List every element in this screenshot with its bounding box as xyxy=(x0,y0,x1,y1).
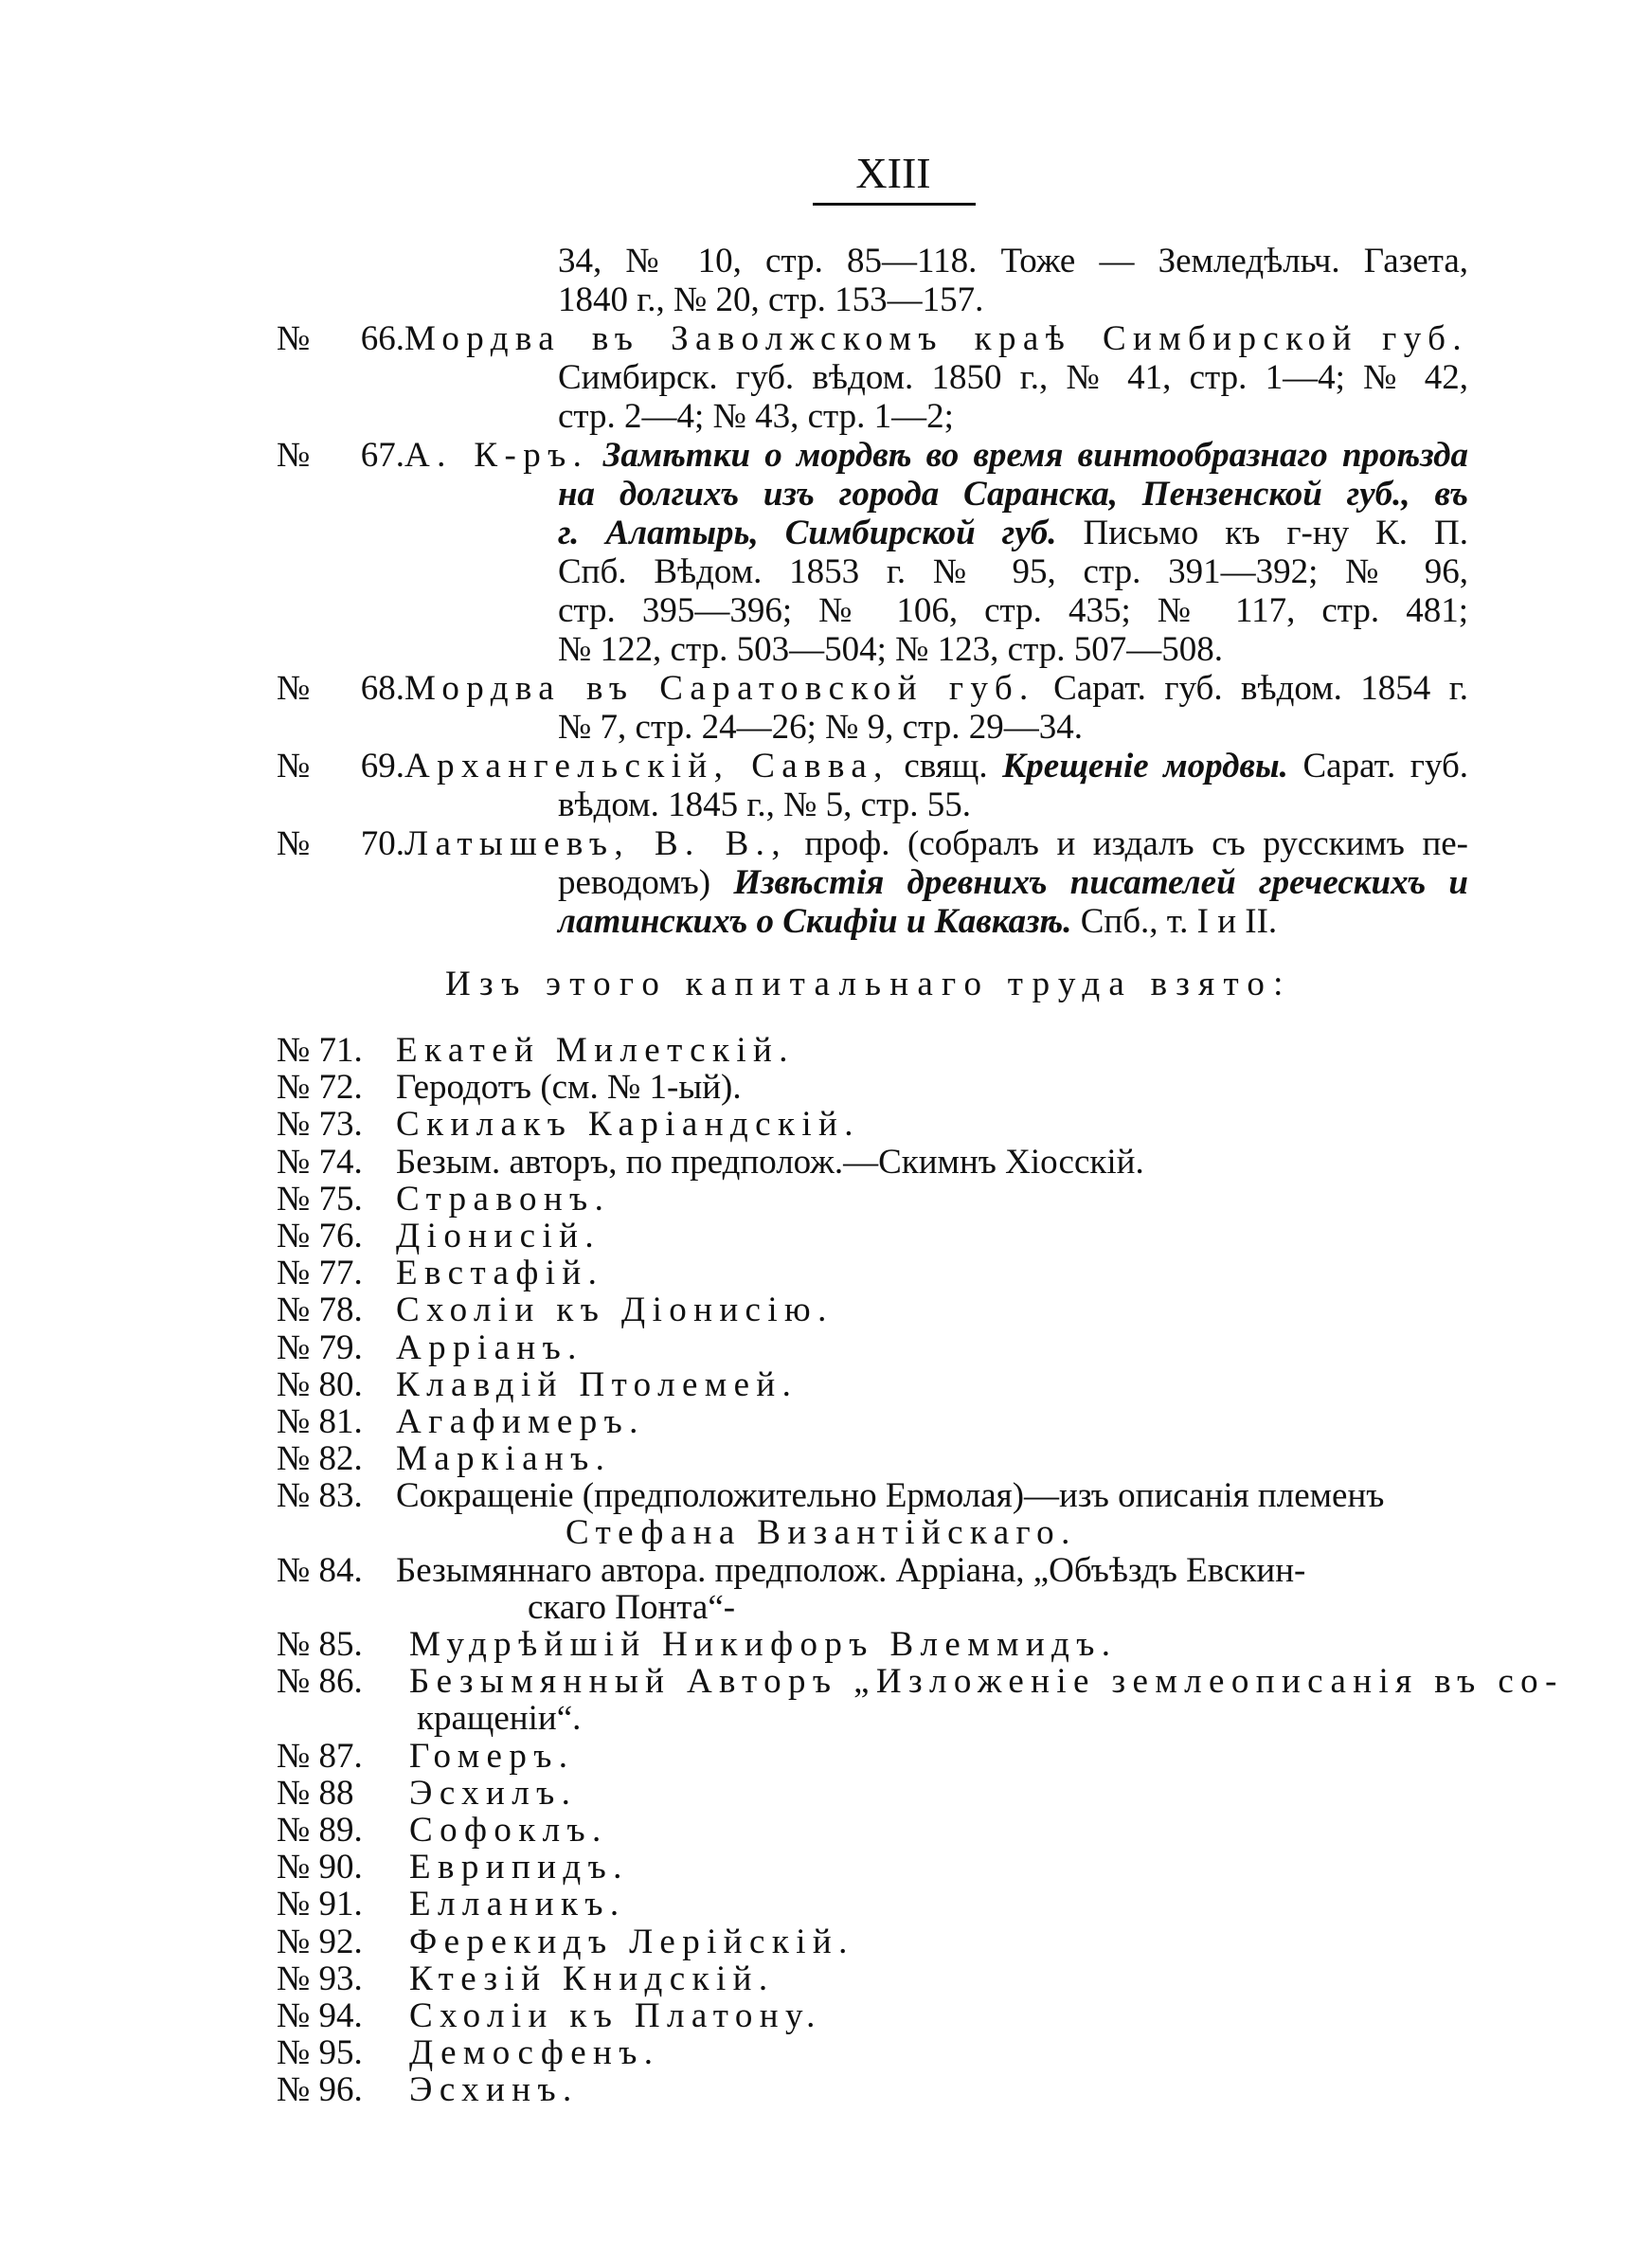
list-item: № 80. Клавдій Птолемей. xyxy=(277,1364,799,1404)
entry-number: № 69. xyxy=(277,747,404,785)
entry-line: стр. 395—396; № 106, стр. 435; № 117, стр. 481; xyxy=(558,591,1468,630)
list-item: № 72. Геродотъ (см. № 1-ый). xyxy=(277,1068,742,1108)
list-item: № 75. Стравонъ. xyxy=(277,1179,611,1219)
list-item: № 82. Маркіанъ. xyxy=(277,1439,612,1479)
list-item: № 89. Софоклъ. xyxy=(277,1810,608,1850)
entry-text: Спб., т. I и II. xyxy=(1080,902,1278,941)
entry-line: вѣдом. 1845 г., № 5, стр. 55. xyxy=(558,785,971,824)
list-item: № 87. Гомеръ. xyxy=(277,1736,575,1776)
entry-text: проф. (собралъ и издалъ съ русскимъ пе- xyxy=(804,824,1468,863)
entry-70 xyxy=(277,824,1468,941)
entry-line: № 7, стр. 24—26; № 9, стр. 29—34. xyxy=(558,708,1083,747)
list-item: № 88 Эсхилъ. xyxy=(277,1773,578,1813)
section-heading: Изъ этого капитальнаго труда взято: xyxy=(445,965,1292,1003)
entry-line: стр. 2—4; № 43, стр. 1—2; xyxy=(558,397,954,436)
page-number-rule xyxy=(813,203,976,206)
extracted-authors-list xyxy=(277,1031,1564,2110)
entry-author: А. К-ръ. xyxy=(404,436,589,475)
list-item: № 96. Эсхинъ. xyxy=(277,2070,579,2110)
list-item: № 92. Ферекидъ Лерійскій. xyxy=(277,1922,854,1961)
entry-text: Письмо къ г-ну К. П. xyxy=(1083,514,1468,552)
list-item: № 90. Еврипидъ. xyxy=(277,1848,629,1887)
list-item: № 76. Діонисій. xyxy=(277,1216,601,1255)
entry-line: Спб. Вѣдом. 1853 г. № 95, стр. 391—392; № 96, xyxy=(558,552,1468,591)
entry-title-line: на долгихъ изъ города Саранска, Пензенской губ., въ xyxy=(558,475,1468,514)
entry-continuation xyxy=(277,242,1468,319)
entry-title-line: Извѣстія древнихъ писателей греческихъ и xyxy=(733,863,1468,902)
page-number: XIII xyxy=(855,149,931,197)
list-item: № 95. Демосфенъ. xyxy=(277,2033,660,2073)
entry-line: № 122, стр. 503—504; № 123, стр. 507—508. xyxy=(558,630,1223,669)
entry-author: Латышевъ, В. В., xyxy=(404,824,787,863)
entry-author: Архангельскій, Савва, xyxy=(404,747,889,785)
list-item: № 78. Схоліи къ Діонисію. xyxy=(277,1291,834,1330)
list-item: № 84. Безымяннаго автора. предполож. Арріана, „Объѣздъ Евскин- xyxy=(277,1550,1306,1590)
entry-number: № 70. xyxy=(277,824,404,863)
entry-author: Мордва въ Заволжскомъ краѣ Симбирской xyxy=(404,319,1358,358)
entry-number: № 68. xyxy=(277,669,404,708)
entry-69 xyxy=(277,747,1468,824)
entry-text: реводомъ) xyxy=(558,863,711,902)
entry-author: Мордва въ Саратовской губ. xyxy=(404,669,1035,708)
list-item: № 83. Сокращеніе (предположительно Ермолая)—изъ описанія племенъ xyxy=(277,1476,1385,1516)
entry-number: № 67. xyxy=(277,436,404,475)
list-item: № 91. Елланикъ. xyxy=(277,1885,626,1924)
entry-67 xyxy=(277,436,1468,669)
entry-66 xyxy=(277,319,1468,436)
entry-text: Сарат. губ. вѣдом. 1854 г. xyxy=(1053,669,1468,708)
list-item: № 71. Екатей Милетскій. xyxy=(277,1031,795,1070)
list-item-continuation: скаго Понта“- xyxy=(528,1587,736,1627)
list-item: № 86. Безымянный Авторъ „Изложеніе землеописанія въ со- xyxy=(277,1662,1564,1702)
list-item: № 94. Схоліи къ Платону. xyxy=(277,1995,822,2035)
list-item: № 73. Скилакъ Каріандскій. xyxy=(277,1105,860,1145)
list-item: № 93. Ктезій Книдскій. xyxy=(277,1959,775,1998)
entry-number: № 66. xyxy=(277,319,404,358)
list-item: № 77. Евстафій. xyxy=(277,1254,604,1293)
list-item: № 79. Арріанъ. xyxy=(277,1327,584,1367)
list-item: № 74. Безым. авторъ, по предполож.—Скимнъ Хіосскій. xyxy=(277,1142,1144,1182)
entry-line: 1840 г., № 20, стр. 153—157. xyxy=(558,280,984,319)
list-item: № 81. Агафимеръ. xyxy=(277,1401,645,1441)
entry-text: Сарат. губ. xyxy=(1302,747,1468,785)
list-item-continuation: кращеніи“. xyxy=(417,1699,582,1739)
entry-line: 34, № 10, стр. 85—118. Тоже — Земледѣльч. Газета, xyxy=(558,242,1468,280)
entry-text: свящ. xyxy=(904,747,988,785)
entry-title: Крещеніе мордвы. xyxy=(1002,747,1288,785)
entry-title-line: г. Алатырь, Симбирской губ. xyxy=(558,514,1057,552)
entry-title-line: латинскихъ о Скифіи и Кавказѣ. xyxy=(558,902,1072,941)
entry-text: губ. xyxy=(1382,319,1468,358)
list-item-continuation: Стефана Византійскаго. xyxy=(566,1513,1077,1553)
list-item: № 85. Мудрѣйшій Никифоръ Влеммидъ. xyxy=(277,1625,1118,1664)
entry-line: Симбирск. губ. вѣдом. 1850 г., № 41, стр. 1—4; № 42, xyxy=(558,358,1468,397)
entry-68 xyxy=(277,669,1468,747)
entry-title: Замѣтки о мордвѣ во время винтообразнаго проѣзда xyxy=(602,436,1468,475)
